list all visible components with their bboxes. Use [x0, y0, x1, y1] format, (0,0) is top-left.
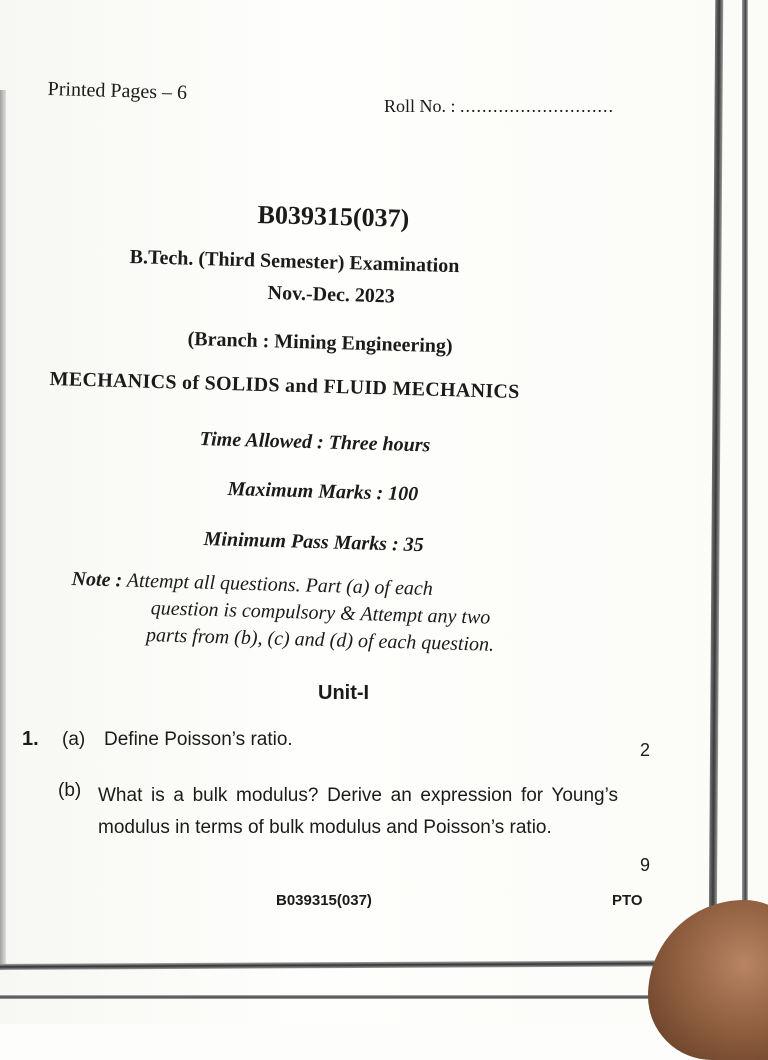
unit-heading: Unit-I [318, 682, 370, 704]
branch: (Branch : Mining Engineering) [187, 328, 453, 358]
page-edge-bottom [0, 960, 720, 970]
roll-number-label: Roll No. : [384, 96, 456, 116]
paper-code: B039315(037) [257, 200, 410, 233]
question-part-text: What is a bulk modulus? Derive an expression for Young’s modulus in terms of bulk modulus and Poisson’s ratio. [98, 785, 618, 838]
background-sheet [752, 0, 768, 1024]
question-part-marks: 2 [640, 740, 651, 760]
time-allowed: Time Allowed : Three hours [199, 428, 431, 457]
question-part-text: Define Poisson’s ratio. [104, 729, 293, 750]
note-label: Note : [71, 567, 123, 592]
please-turn-over: PTO [612, 892, 643, 909]
minimum-pass-marks: Minimum Pass Marks : 35 [203, 528, 424, 557]
instructions-note [70, 566, 632, 663]
question-part-label: (a) [62, 729, 86, 750]
question-number: 1. [22, 728, 39, 750]
note-text-1: Attempt all questions. Part (a) of each [126, 569, 434, 601]
question-part-label: (b) [58, 780, 82, 801]
page-edge-left [0, 90, 6, 970]
exam-session: Nov.-Dec. 2023 [267, 282, 396, 308]
note-line-2: question is compulsory & Attempt any two [150, 597, 491, 629]
roll-number-field [384, 96, 614, 117]
page-edge-stack [742, 0, 748, 1024]
question-part-marks: 9 [640, 855, 651, 875]
maximum-marks: Maximum Marks : 100 [227, 478, 419, 506]
footer-paper-code: B039315(037) [276, 892, 372, 909]
page-edge-right [709, 0, 724, 940]
note-line-3: parts from (b), (c) and (d) of each question. [145, 624, 495, 656]
thumb-photo-artifact [648, 900, 768, 1060]
subject-title: MECHANICS of SOLIDS and FLUID MECHANICS [49, 368, 520, 404]
exam-title: B.Tech. (Third Semester) Examination [129, 246, 460, 278]
roll-number-blank: ............................ [460, 96, 615, 116]
printed-pages: Printed Pages – 6 [47, 78, 188, 104]
